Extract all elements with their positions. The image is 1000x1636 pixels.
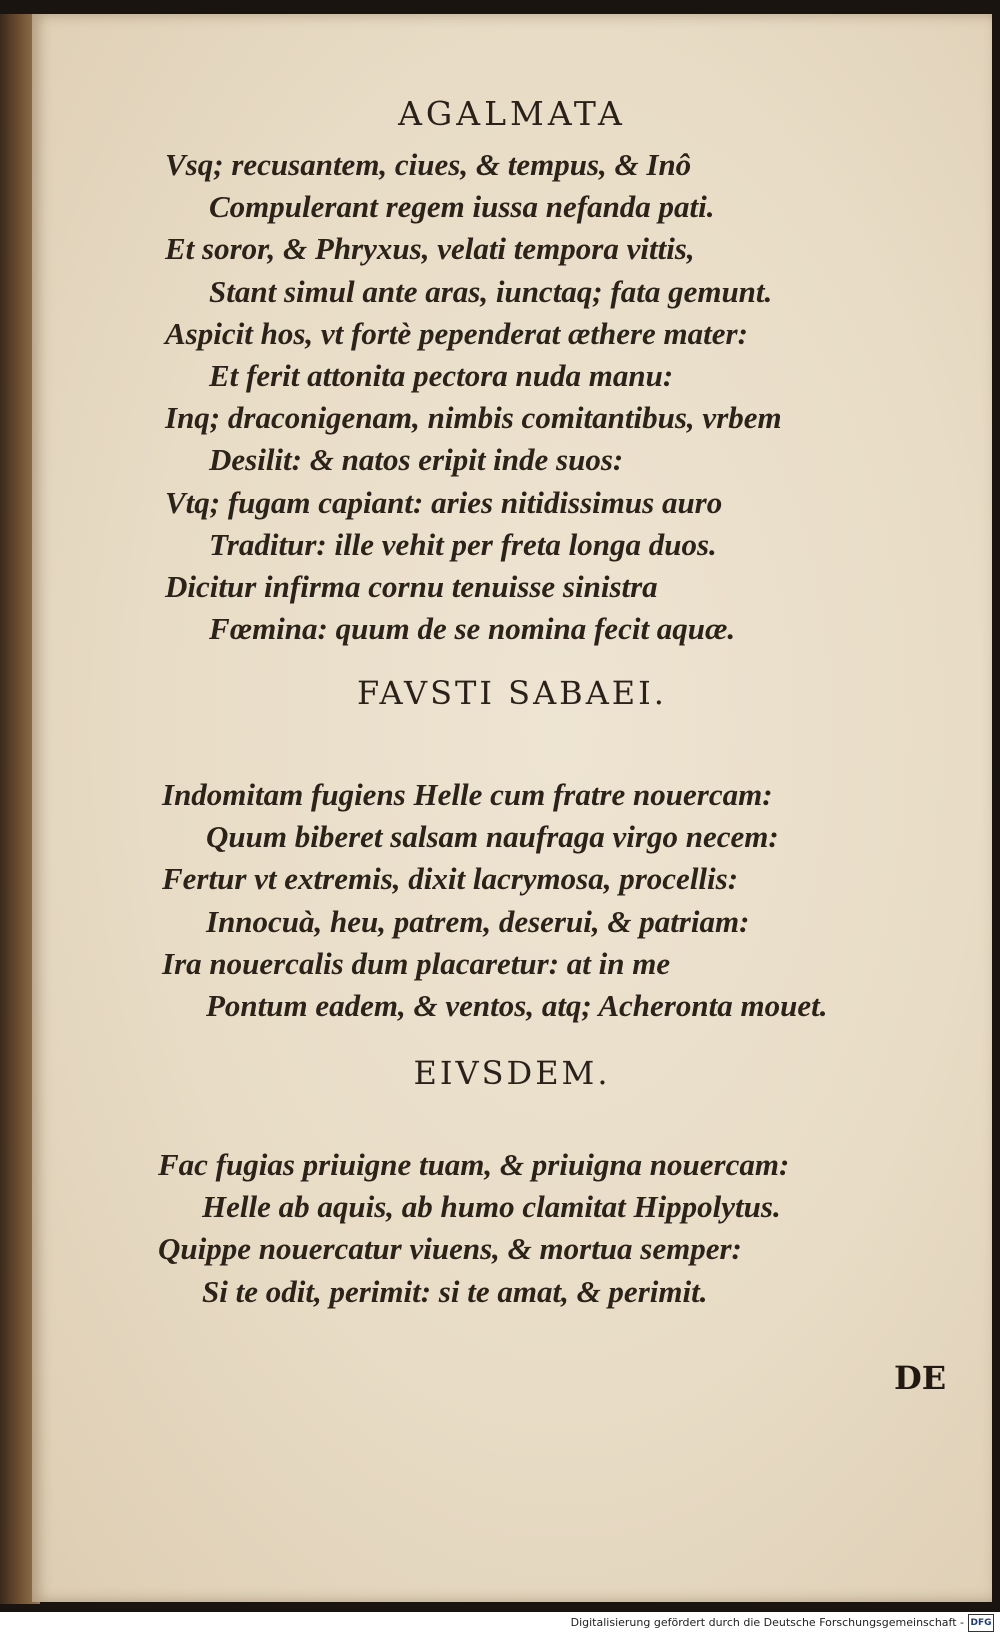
verse-line: Fertur vt extremis, dixit lacrymosa, procellis: xyxy=(162,861,739,897)
stanza-eiusdem xyxy=(158,1144,789,1313)
verse-line: Et soror, & Phryxus, velati tempora vittis, xyxy=(165,231,695,267)
verse-line: Inq; draconigenam, nimbis comitantibus, vrbem xyxy=(165,400,782,436)
section-title-eiusdem: EIVSDEM. xyxy=(413,1054,611,1092)
verse-line: Aspicit hos, vt fortè pependerat æthere mater: xyxy=(165,315,748,351)
running-head: AGALMATA xyxy=(398,94,626,133)
verse-line: Pontum eadem, & ventos, atq; Acheronta mouet. xyxy=(206,988,828,1024)
verse-line: Quippe nouercatur viuens, & mortua semper: xyxy=(158,1231,742,1267)
section-title-fausti-sabaei: FAVSTI SABAEI. xyxy=(357,674,667,712)
verse-line: Vsq; recusantem, ciues, & tempus, & Inô xyxy=(165,147,692,182)
footer-credit: Digitalisierung gefördert durch die Deutsche Forschungsgemeinschaft - xyxy=(570,1616,964,1629)
verse-line: Fœmina: quum de se nomina fecit aquæ. xyxy=(209,611,736,647)
verse-line: Indomitam fugiens Helle cum fratre nouercam: xyxy=(162,777,773,812)
verse-line: Et ferit attonita pectora nuda manu: xyxy=(209,358,674,394)
dfg-logo-text: DFG xyxy=(970,1618,992,1628)
verse-line: Traditur: ille vehit per freta longa duos. xyxy=(209,526,717,562)
verse-line: Fac fugias priuigne tuam, & priuigna nouercam: xyxy=(158,1147,790,1182)
verse-line: Quum biberet salsam naufraga virgo necem: xyxy=(206,819,779,855)
verse-line: Compulerant regem iussa nefanda pati. xyxy=(209,189,715,225)
verse-line: Stant simul ante aras, iunctaq; fata gemunt. xyxy=(209,273,773,309)
verse-line: Vtq; fugam capiant: aries nitidissimus auro xyxy=(165,484,723,520)
verse-line: Dicitur infirma cornu tenuisse sinistra xyxy=(165,569,658,605)
stanza-fausti-sabaei xyxy=(162,774,827,1027)
verse-line: Ira nouercalis dum placaretur: at in me xyxy=(162,945,671,981)
catchword: DE xyxy=(894,1359,947,1397)
verse-line: Desilit: & natos eripit inde suos: xyxy=(209,442,624,478)
verse-line: Si te odit, perimit: si te amat, & perimit. xyxy=(202,1273,708,1309)
verse-line: Helle ab aquis, ab humo clamitat Hippolytus. xyxy=(202,1189,781,1225)
book-page xyxy=(32,14,992,1602)
verse-line: Innocuà, heu, patrem, deserui, & patriam: xyxy=(206,903,750,939)
dfg-logo xyxy=(968,1614,994,1632)
stanza-agalmata xyxy=(165,144,782,650)
